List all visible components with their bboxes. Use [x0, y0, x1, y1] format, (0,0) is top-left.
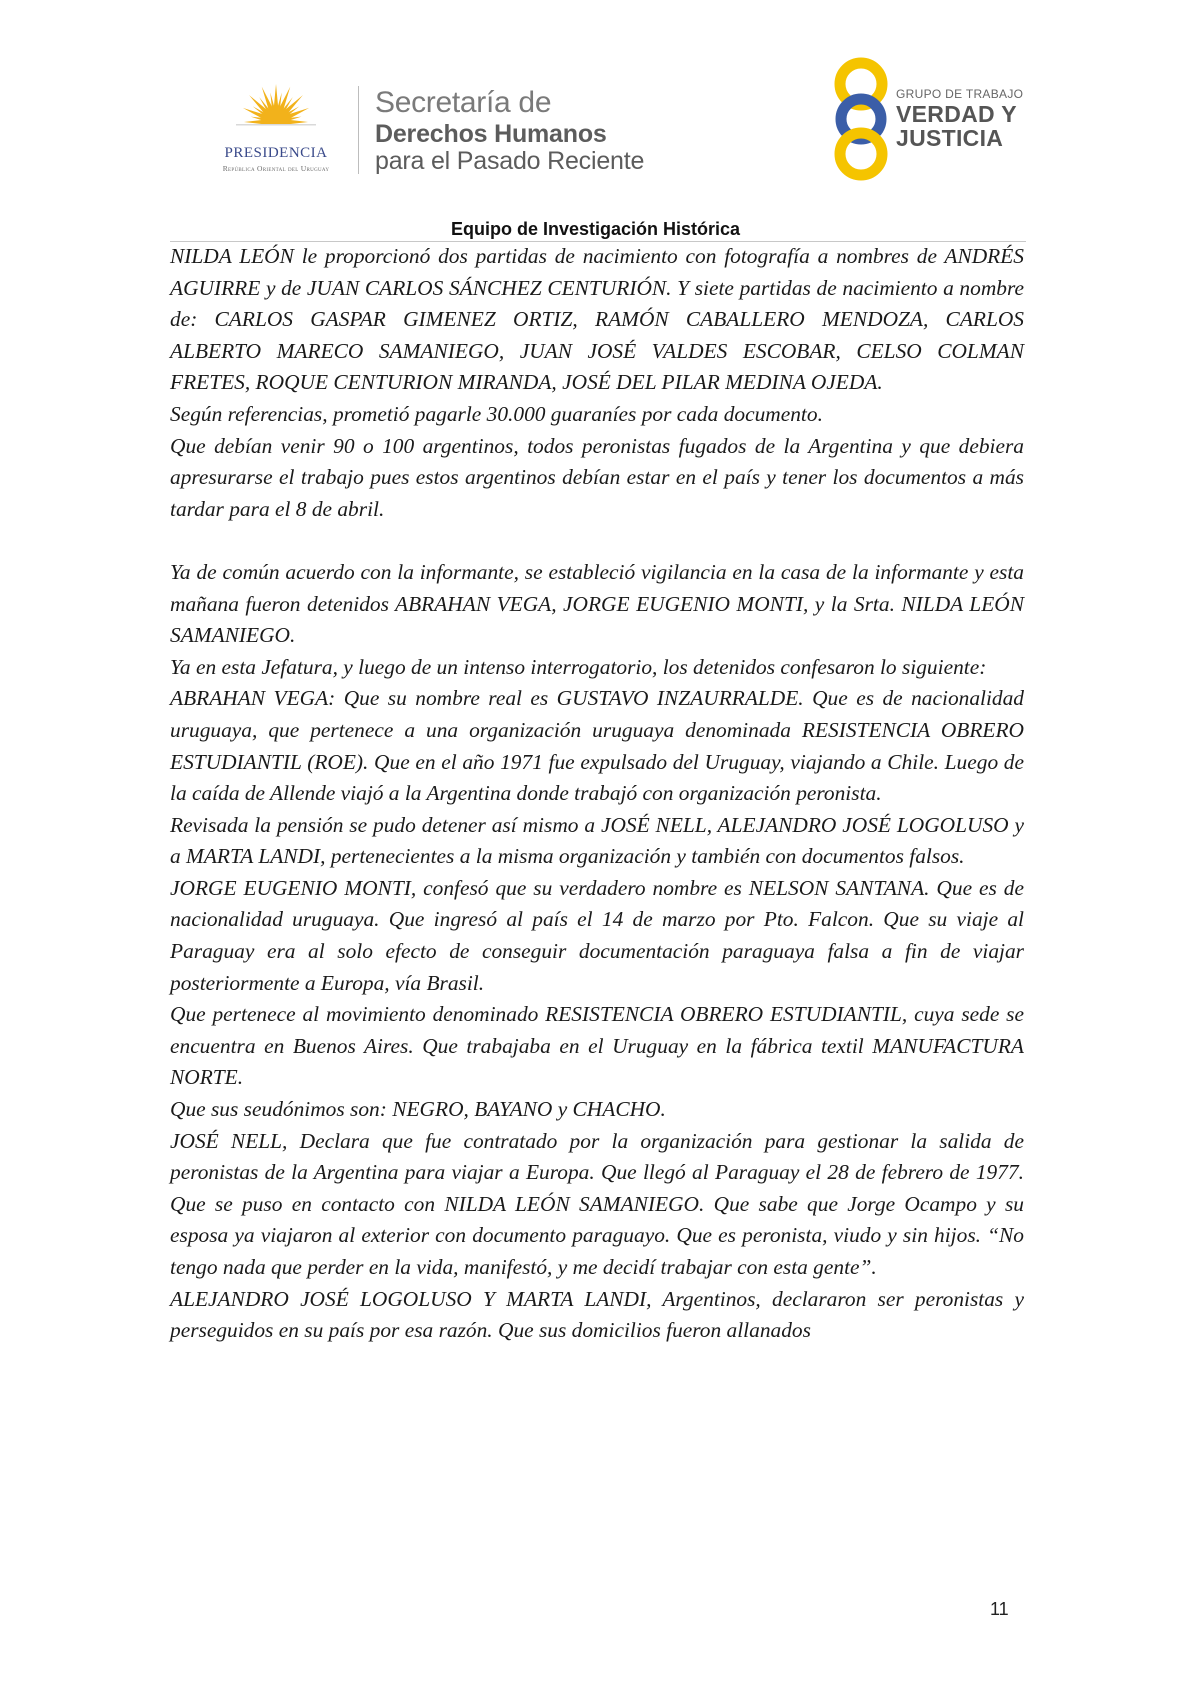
secretaria-logo-text	[375, 88, 644, 174]
paragraph: NILDA LEÓN le proporcionó dos partidas de nacimiento con fotografía a nombres de ANDRÉS AGUIRRE y de JUAN CARLOS SÁNCHEZ CENTURIÓN. Y siete partidas de nacimiento a nombre de: CARLOS GASPAR GIMENEZ ORTIZ, RAMÓN CABALLERO MENDOZA, CARLOS ALBERTO MARECO SAMANIEGO, JUAN JOSÉ VALDES ESCOBAR, CELSO COLMAN FRETES, ROQUE CENTURION MIRANDA, JOSÉ DEL PILAR MEDINA OJEDA.	[170, 244, 1024, 395]
grupo-trabajo-text	[896, 88, 1023, 150]
grupo-line-2: VERDAD Y	[896, 101, 1017, 127]
secretaria-line-3: para el Pasado Reciente	[375, 147, 645, 175]
paragraph: Ya de común acuerdo con la informante, se estableció vigilancia en la casa de la informante y esta mañana fueron detenidos ABRAHAN VEGA, JORGE EUGENIO MONTI, y la Srta. NILDA LEÓN SAMANIEGO.	[170, 559, 1024, 648]
paragraph: JOSÉ NELL, Declara que fue contratado por la organización para gestionar la salida de peronistas de la Argentina para viajar a Europa. Que llegó al Paraguay el 28 de febrero de 1977. Que se puso en contacto con NILDA LEÓN SAMANIEGO. Que sabe que Jorge Ocampo y su esposa ya viajaron al exterior con documento paraguayo. Que es peronista, viudo y sin hijos. “No tengo nada que perder en la vida, manifestó, y me decidí trabajar con esta gente”.	[170, 1128, 1024, 1279]
verdad-justicia-rings-logo	[820, 56, 902, 182]
secretaria-line-2: Derechos Humanos	[375, 120, 607, 148]
document-body	[170, 241, 1024, 1347]
paragraph: Según referencias, prometió pagarle 30.000 guaraníes por cada documento.	[170, 401, 823, 426]
paragraph: Que debían venir 90 o 100 argentinos, todos peronistas fugados de la Argentina y que debiera apresurarse el trabajo pues estos argentinos debían estar en el país y tener los documentos a más tardar para el 8 de abril.	[170, 433, 1024, 521]
paragraph: Que sus seudónimos son: NEGRO, BAYANO y CHACHO.	[170, 1097, 666, 1122]
presidencia-subtitle: República Oriental del Uruguay	[222, 164, 330, 173]
paragraph: ABRAHAN VEGA: Que su nombre real es GUSTAVO INZAURRALDE. Que es de nacionalidad uruguaya, que pertenece a una organización uruguaya denominada RESISTENCIA OBRERO ESTUDIANTIL (ROE). Que en el año 1971 fue expulsado del Uruguay, viajando a Chile. Luego de la caída de Allende viajó a la Argentina donde trabajó con organización peronista.	[170, 686, 1024, 806]
presidencia-name: PRESIDENCIA	[224, 145, 328, 161]
grupo-line-3: JUSTICIA	[896, 125, 1004, 151]
paragraph: Que pertenece al movimiento denominado RESISTENCIA OBRERO ESTUDIANTIL, cuya sede se encuentra en Buenos Aires. Que trabajaba en el Uruguay en la fábrica textil MANUFACTURA NORTE.	[170, 1002, 1024, 1090]
paragraph: Ya en esta Jefatura, y luego de un intenso interrogatorio, los detenidos confesaron lo siguiente:	[170, 654, 987, 679]
secretaria-line-1: Secretaría de	[375, 86, 552, 119]
header-divider	[358, 86, 359, 174]
page-number: 11	[990, 1599, 1009, 1619]
paragraph: JORGE EUGENIO MONTI, confesó que su verdadero nombre es NELSON SANTANA. Que es de nacionalidad uruguaya. Que ingresó al país el 14 de marzo por Pto. Falcon. Que su viaje al Paraguay era al solo efecto de conseguir documentación paraguaya falsa a fin de viajar posteriormente a Europa, vía Brasil.	[170, 875, 1024, 995]
grupo-line-1: GRUPO DE TRABAJO	[896, 87, 1024, 101]
paragraph: Revisada la pensión se pudo detener así mismo a JOSÉ NELL, ALEJANDRO JOSÉ LOGOLUSO y a MARTA LANDI, pertenecientes a la misma organización y también con documentos falsos.	[170, 812, 1024, 869]
team-title: Equipo de Investigación Histórica	[450, 219, 741, 239]
paragraph-blank	[170, 525, 1024, 557]
paragraph: ALEJANDRO JOSÉ LOGOLUSO Y MARTA LANDI, Argentinos, declararon ser peronistas y perseguidos en su país por esa razón. Que sus domicilios fueron allanados	[170, 1286, 1024, 1343]
